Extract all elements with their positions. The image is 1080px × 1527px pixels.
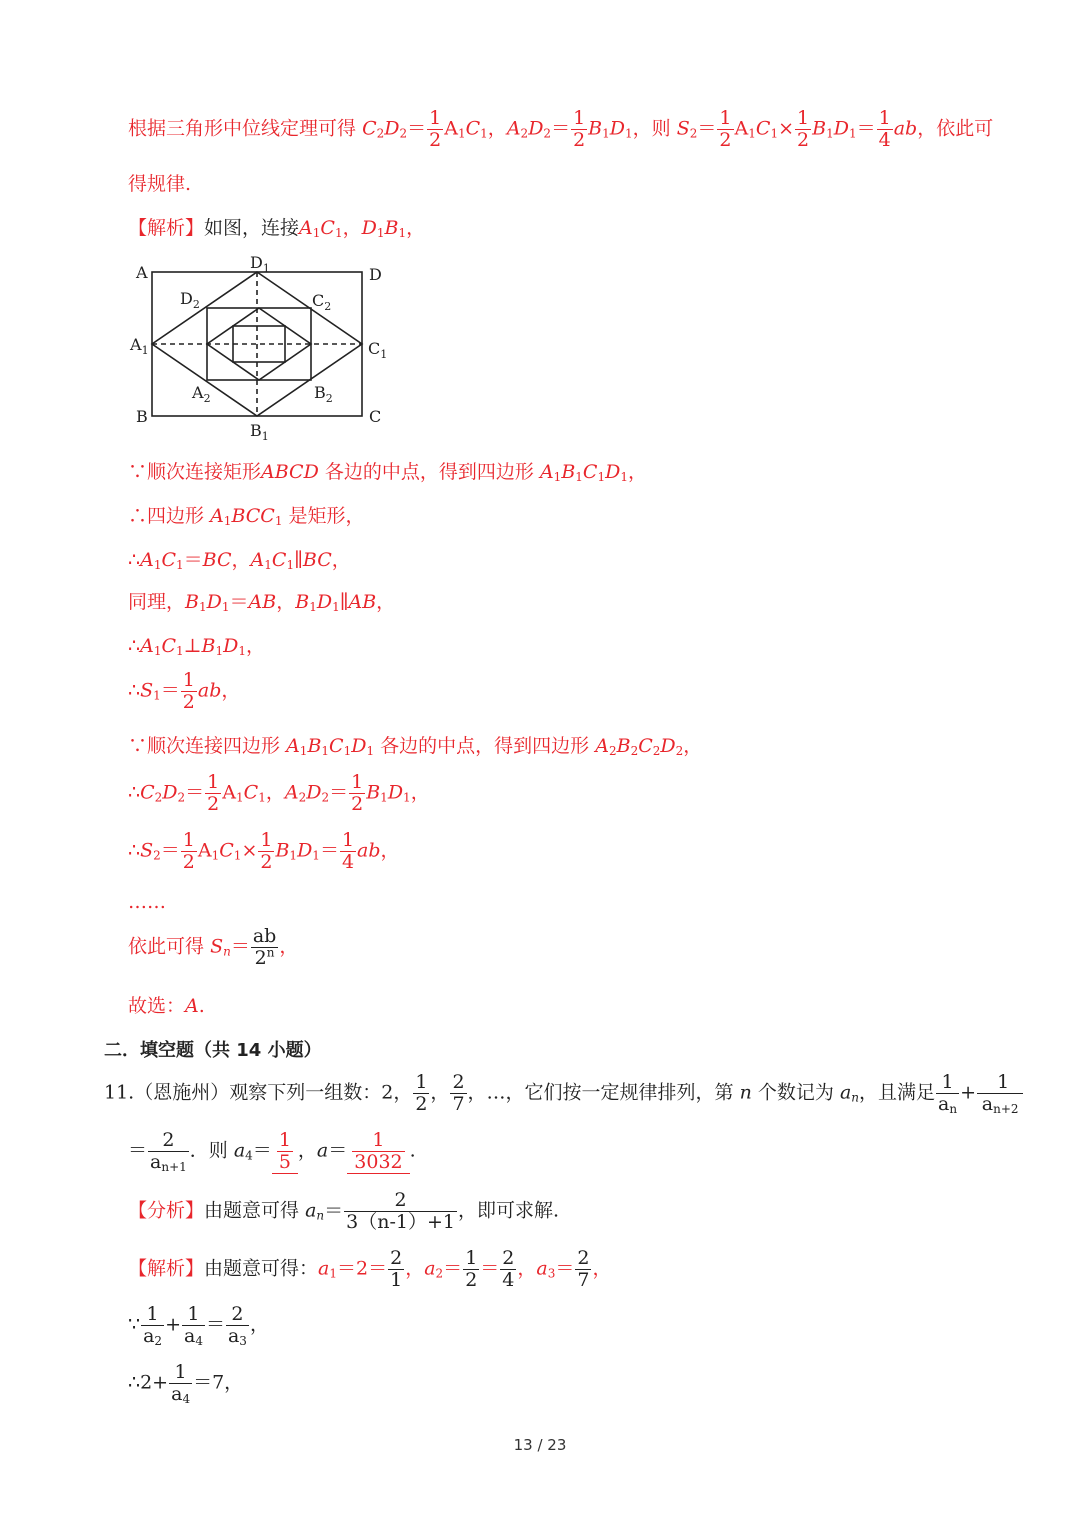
- ellipsis: ……: [128, 891, 166, 913]
- step-2: ∴四边形 $A_1BCC_1$ 是矩形，: [128, 505, 365, 528]
- label-b: B: [136, 407, 148, 426]
- section-heading: 二．填空题（共 14 小题）: [104, 1040, 322, 1061]
- label-b1: $B_1$: [250, 421, 269, 443]
- label-d2: $D_2$: [180, 289, 200, 311]
- page-number: 13 / 23: [513, 1436, 567, 1454]
- q11-line-2: ＝ $\frac{2}{a_{n+1}}$ ．则 $a_4=$ $\frac{1}{5}$ ，a＝ $\frac{1}{3032}$ .: [128, 1129, 416, 1174]
- jiexi: 【解析】由题意可得：$a_1=2=$ $\frac{2}{1}$ ，$a_2=$ $\frac{1}{2}$ ＝ $\frac{2}{4}$ ，$a_3=$ $\frac{2}{7}$ ，: [128, 1247, 612, 1291]
- label-a: A: [136, 263, 148, 282]
- step-5: $\therefore A_1C_1\perp B_1D_1$，: [128, 635, 266, 658]
- label-a2: $A_2$: [192, 383, 211, 405]
- inner-rhombus: [207, 308, 311, 380]
- derivation-line-2: 得规律.: [128, 173, 192, 195]
- step-1: ∵顺次连接矩形ABCD 各边的中点，得到四边形 $A_1B_1C_1D_1$，: [128, 461, 647, 484]
- step-4: 同理，$B_1D_1=AB$，$B_1D_1\parallel AB$，: [128, 591, 396, 614]
- label-c1: $C_1$: [368, 339, 388, 361]
- q11-line-1: 11.（恩施州）观察下列一组数：2， $\frac{1}{2}$ ， $\frac{2}{7}$ ，…，它们按一定规律排列，第 n 个数记为 $a_n$，且满足 $\frac{1}{a_n}$ + $\frac{1}{a_{n+2}}$: [104, 1071, 1022, 1116]
- label-d1: $D_1$: [250, 253, 270, 275]
- step-6: $\therefore S_1=$ $\frac{1}{2}$ ab，: [128, 669, 241, 713]
- label-c2: $C_2$: [312, 291, 332, 313]
- step-7: ∵顺次连接四边形 $A_1B_1C_1D_1$ 各边的中点，得到四边形 $A_2B_2C_2D_2$，: [128, 735, 703, 758]
- derivation-line-1: 根据三角形中位线定理可得 $C_2D_2=$ $\frac{1}{2}$ $A_1C_1$，$A_2D_2=$ $\frac{1}{2}$ $B_1D_1$，则 $S_2=$ $\frac{1}{2}$ $A_1C_1\times$ $\frac{1}{2}$ $B_1D_1=$ $\frac{1}{4}$ ab，依此可: [128, 107, 994, 151]
- jiexi-step-1: ∵ $\frac{1}{a_2}$ + $\frac{1}{a_4}$ ＝ $\frac{2}{a_3}$ ，: [128, 1303, 269, 1348]
- jiexi-step-2: ∴2+ $\frac{1}{a_4}$ ＝7，: [128, 1361, 244, 1406]
- step-8: $\therefore C_2D_2=$ $\frac{1}{2}$ $A_1C_1$，$A_2D_2=$ $\frac{1}{2}$ $B_1D_1$，: [128, 771, 430, 815]
- step-9: $\therefore S_2=$ $\frac{1}{2}$ $A_1C_1\times$ $\frac{1}{2}$ $B_1D_1=$ $\frac{1}{4}$ ab，: [128, 829, 400, 873]
- label-b2: $B_2$: [314, 383, 333, 405]
- label-d: D: [369, 265, 382, 284]
- fenxi: 【分析】由题意可得 $a_n=$ $\frac{2}{3(n-1)+1}$ ，即可求解.: [128, 1189, 560, 1233]
- rectangle-a2b2c2d2: [207, 308, 311, 380]
- label-c: C: [369, 407, 382, 426]
- label-a1: $A_1$: [130, 335, 149, 357]
- step-3: $\therefore A_1C_1=BC$，$A_1C_1\parallel BC$，: [128, 549, 351, 572]
- inner-rectangle: [233, 326, 285, 362]
- nested-rectangles-figure: [128, 250, 398, 450]
- analysis-intro: 【解析】如图，连接$A_1C_1$，$D_1B_1$，: [128, 217, 426, 240]
- step-10: 依此可得 $S_n=$ $\frac{ab}{2^n}$ ，: [128, 925, 299, 969]
- step-11: 故选：A.: [128, 995, 205, 1017]
